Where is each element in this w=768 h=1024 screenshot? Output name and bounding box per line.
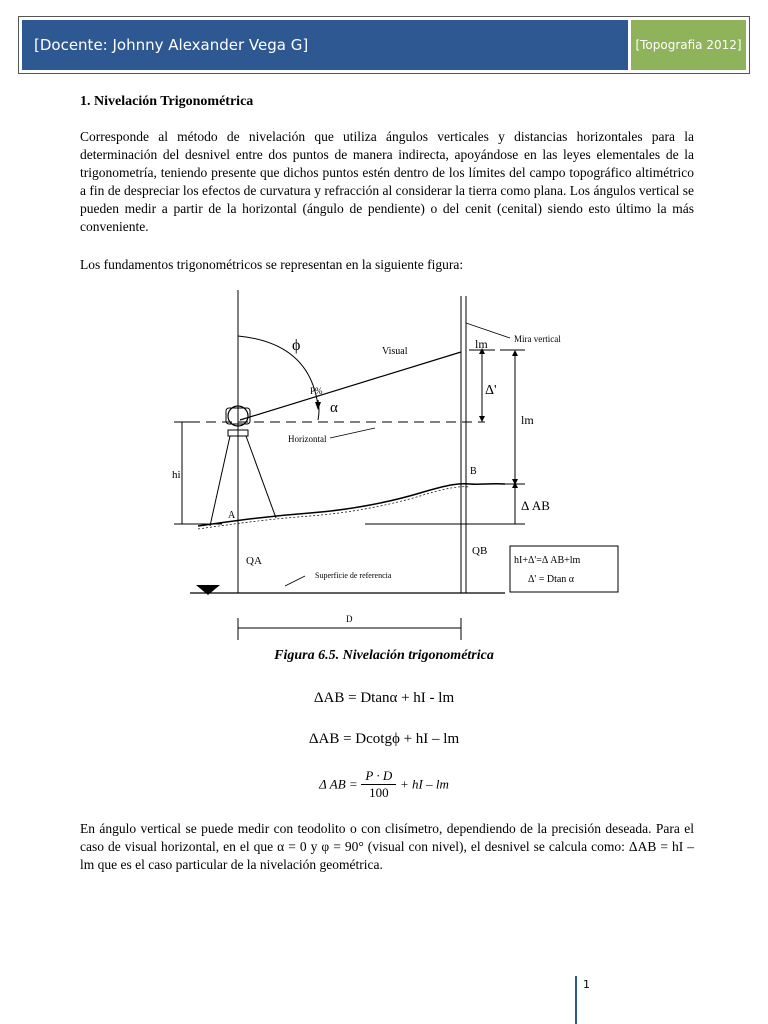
fig-a: A [228, 510, 236, 521]
paragraph-intro: Corresponde al método de nivelación que utiliza ángulos verticales y distancias horizontales para la determinación del desnivel entre dos puntos de manera indirecta, apoyándose en las leyes elementales de la trigonometría, teniendo presente que dichos puntos estén dentro de los límites del campo topográfico altimétrico a fin de despreciar los efectos de curvatura y refracción al considerar la tierra como plana. Los ángulos vertical se pueden medir a partir de la horizontal (ángulo de pendiente) o del cenit (cenital) siendo esto último la más conveniente. [80, 129, 694, 234]
fig-delta-ab: Δ AB [521, 498, 550, 513]
fig-qb: QB [472, 545, 488, 557]
fig-phi: ϕ [292, 337, 301, 354]
eq3-lhs: Δ AB = [319, 776, 358, 792]
eq3-rhs: + hI – lm [400, 776, 449, 792]
equation-2: ΔAB = Dcotgϕ + hI – lm [308, 731, 460, 747]
fig-visual: Visual [382, 346, 408, 357]
header-author: [Docente: Johnny Alexander Vega G] [22, 20, 628, 70]
fig-d: D [346, 614, 353, 624]
fig-p-percent: P% [310, 386, 323, 396]
page-header [18, 16, 750, 74]
fig-horizontal: Horizontal [288, 434, 327, 444]
equation-1: ΔAB = Dtanα + hI - lm [313, 690, 455, 706]
fig-qa: QA [246, 555, 262, 567]
eq3-numerator: P · D [361, 768, 396, 785]
fig-mira: Mira vertical [514, 334, 561, 344]
fig-box-line1: hI+Δ'=Δ AB+lm [514, 555, 581, 566]
fig-alpha: α [330, 400, 338, 416]
fig-b: B [470, 466, 477, 477]
fig-hi: hi [172, 469, 181, 481]
fig-surface: Superficie de referencia [315, 571, 392, 580]
paragraph-figure-intro: Los fundamentos trigonométricos se representan en la siguiente figura: [80, 257, 464, 272]
section-title: 1. Nivelación Trigonométrica [80, 94, 254, 109]
fig-box-line2: Δ' = Dtan α [528, 574, 575, 585]
page-number: 1 [583, 978, 590, 991]
page-number-bar [575, 976, 577, 1024]
equation-3 [0, 768, 768, 801]
fig-lm-top: lm [475, 337, 488, 351]
fig-delta-prime: Δ' [485, 383, 497, 398]
header-course: [Topografia 2012] [631, 20, 746, 70]
figure-caption: Figura 6.5. Nivelación trigonométrica [274, 648, 494, 663]
paragraph-conclusion: En ángulo vertical se puede medir con teodolito o con clisímetro, dependiendo de la precisión deseada. Para el caso de visual horizontal, en el que α = 0 y φ = 90° (visual con nivel), el desnivel se calcula como: ΔAB = hI – lm que es el caso particular de la nivelación geométrica. [80, 821, 694, 872]
eq3-denominator: 100 [369, 785, 389, 800]
fig-lm-mid: lm [521, 413, 534, 427]
leveling-figure [160, 288, 620, 650]
eq3-fraction [361, 768, 396, 801]
